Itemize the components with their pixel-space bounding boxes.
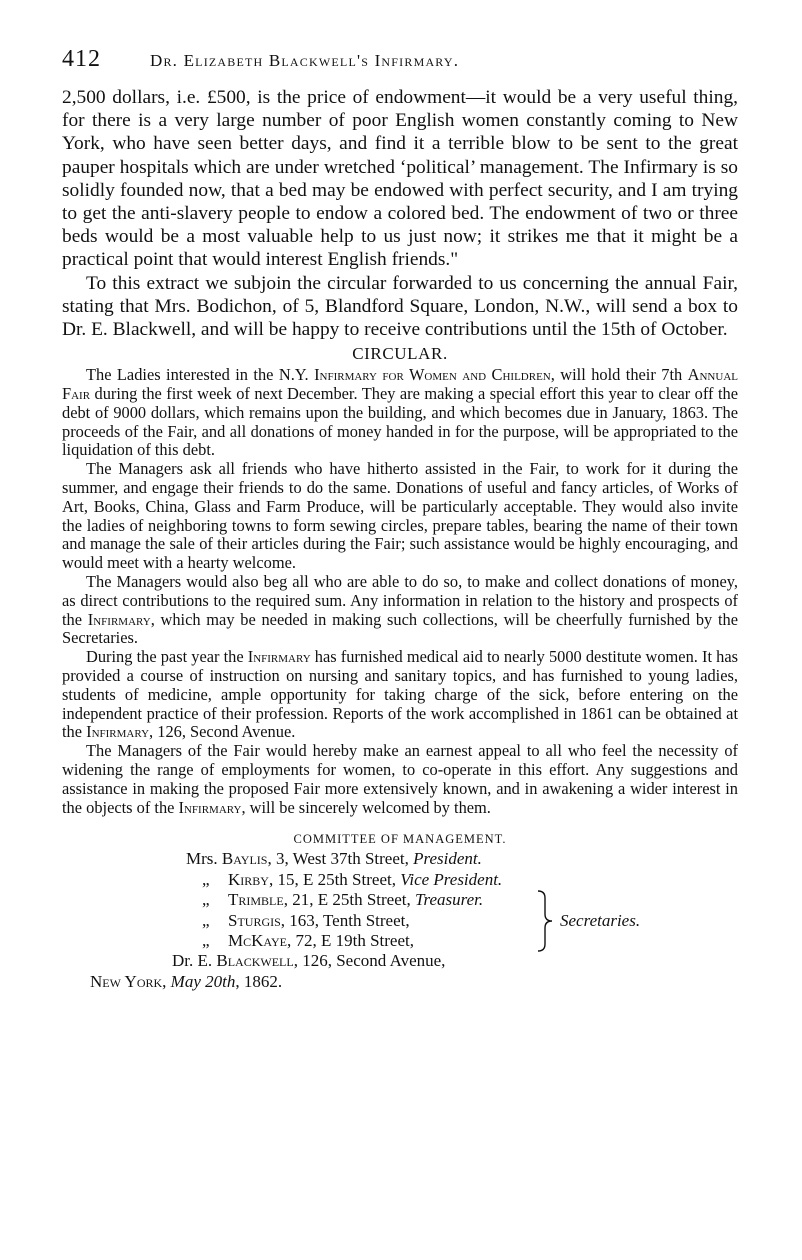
committee-list [62, 849, 738, 953]
infirmary-word: Infirmary [247, 647, 311, 667]
member-role: Treasurer. [414, 890, 484, 910]
member-name: Kirby [228, 869, 269, 889]
dateline-place: New York [90, 971, 163, 991]
circular-paragraph-2: The Managers ask all friends who have hitherto assisted in the Fair, to work for it during the summer, and engage their friends to do the same. Donations of useful and fancy articles, of Works of Art, Books, China, Glass and Farm Produce, will be particularly acceptable. They would also invite the ladies of neighboring towns to form sewing circles, prepare tables, bearing the name of their town and manage the sale of their articles during the Fair; such assistance would be highly encouraging, and would meet with a hearty welcome. [62, 459, 738, 573]
member-role: Vice President. [400, 869, 503, 889]
circular-paragraph-5 [62, 742, 738, 817]
member-address: , 15, E 25th Street, [268, 869, 401, 889]
infirmary-word: Infirmary [178, 797, 242, 817]
infirmary-name: Infirmary for Women and Children [314, 365, 551, 385]
text-run: , will hold their 7th [550, 365, 688, 385]
secretaries-brace [536, 890, 554, 952]
member-address: , 3, West 37th Street, [267, 849, 414, 869]
committee-member-secretary-2 [202, 931, 414, 952]
text-run: , will be sincerely welcomed by them. [241, 797, 491, 817]
circular-paragraph-1 [62, 366, 738, 460]
committee-member-secretary-3 [172, 951, 738, 972]
circular-paragraph-3 [62, 573, 738, 648]
dateline [90, 972, 738, 992]
committee-member-vice-president [202, 870, 502, 891]
committee-member-president [186, 849, 482, 870]
circular-title: CIRCULAR. [352, 344, 448, 364]
member-role: President. [413, 849, 482, 869]
member-name: Baylis [221, 849, 268, 869]
letter-extract [62, 86, 738, 341]
document-page [62, 46, 738, 992]
committee-member-treasurer [202, 890, 483, 911]
text-run: during the first week of next December. They are making a special effort this year to clear off the debt of 9000 dollars, which remains upon the building, and which becomes due in January, 1863. The proceeds of the Fair, and all donations of money handed in for the purpose, will be appropriated to the liquidation of this debt. [62, 384, 738, 460]
text-run: The Managers of the Fair would hereby make an earnest appeal to all who feel the necessity of widening the range of employments for women, to co-operate in this effort. Any suggestions and assistance in making the proposed Fair more extensively known, and in awakening a wider interest in the objects of the [62, 741, 738, 817]
member-address: , 72, E 19th Street, [286, 931, 414, 951]
ditto-mark: „ [202, 869, 210, 889]
member-address: , 163, Tenth Street, [280, 910, 410, 930]
infirmary-word: Infirmary [86, 722, 150, 742]
dateline-year: , 1862. [235, 971, 283, 991]
ditto-mark: „ [202, 890, 210, 910]
ditto-mark: „ [202, 931, 210, 951]
secretaries-label: Secretaries. [560, 911, 641, 931]
text-run: , 126, Second Avenue. [149, 722, 296, 742]
member-address: , 21, E 25th Street, [283, 890, 415, 910]
text-run: , which may be needed in making such collections, will be cheerfully furnished by the Secretaries. [62, 609, 739, 648]
circular-body [62, 366, 738, 817]
circular-paragraph-4 [62, 648, 738, 742]
member-address: , 126, Second Avenue, [293, 951, 446, 971]
member-name: Blackwell [216, 951, 294, 971]
dateline-date: May 20th [170, 971, 236, 991]
dateline-separator: , [162, 971, 171, 991]
member-name: Trimble [228, 890, 284, 910]
text-run: During the past year the [86, 647, 248, 667]
member-name: McKaye [228, 931, 287, 951]
running-title: Dr. Elizabeth Blackwell's Infirmary. [150, 51, 460, 70]
letter-paragraph-1: 2,500 dollars, i.e. £500, is the price of endowment—it would be a very useful thing, for there is a very large number of poor English women constantly coming to New York, who have seen better days, and find it a terrible blow to be sent to the great pauper hospitals which are under wretched ‘political’ management. The Infirmary is so solidly founded now, that a bed may be endowed with perfect security, and I am trying to get the anti-slavery people to endow a colored bed. The endowment of two or three beds would be a most valuable help to us just now; it strikes me that it might be a practical point that would interest English friends." [62, 87, 738, 271]
text-run: The Managers would also beg all who are able to do so, to make and collect donations of money, as direct contributions to the required sum. Any information in relation to the history and prospects of the [62, 572, 738, 629]
text-run: has furnished medical aid to nearly 5000 destitute women. It has provided a course of instruction on nursing and sanitary topics, and has furnished to young ladies, students of medicine, ample opportunity for taking charge of the sick, before entering on the independent practice of their profession. Reports of the work accomplished in 1861 can be obtained at the [62, 647, 738, 742]
committee-title: COMMITTEE OF MANAGEMENT. [293, 832, 507, 847]
member-name: Sturgis [228, 910, 281, 930]
text-run: The Ladies interested in the N.Y. [86, 365, 315, 385]
committee-member-secretary-1 [202, 911, 410, 932]
annual-fair: Annual Fair [62, 365, 738, 404]
running-head [62, 46, 738, 86]
letter-paragraph-2: To this extract we subjoin the circular forwarded to us concerning the annual Fair, stating that Mrs. Bodichon, of 5, Blandford Square, London, N.W., will send a box to Dr. E. Blackwell, and will be happy to receive contributions until the 15th of October. [62, 272, 738, 341]
page-number: 412 [62, 46, 101, 72]
member-prefix: Mrs. [186, 849, 218, 869]
ditto-mark: „ [202, 910, 210, 930]
infirmary-word: Infirmary [87, 609, 151, 629]
member-prefix: Dr. E. [172, 951, 213, 971]
